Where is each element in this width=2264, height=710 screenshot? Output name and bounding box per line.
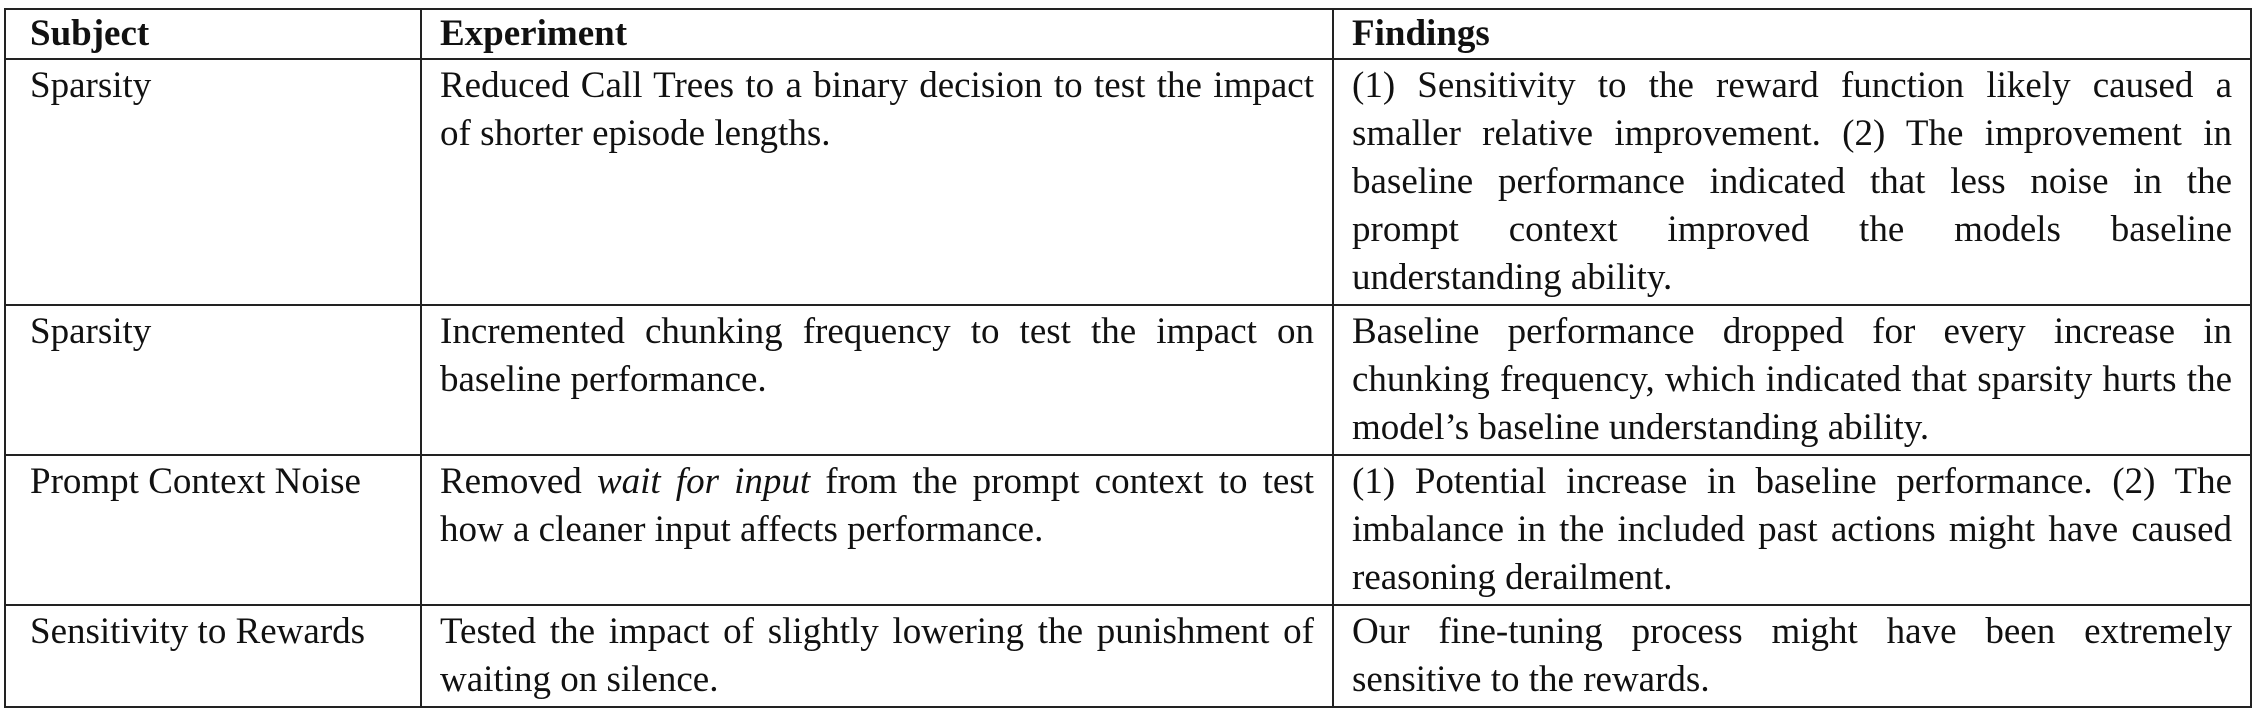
cell-findings: Baseline performance dropped for every increase in chunking frequency, which indicated that sparsity hurts the model’s baseline understanding ability. [1333, 305, 2251, 455]
header-row [5, 9, 2251, 59]
cell-subject: Sensitivity to Rewards [5, 605, 421, 707]
header-subject: Subject [5, 9, 421, 59]
cell-experiment: Incremented chunking frequency to test the impact on baseline performance. [421, 305, 1333, 455]
experiments-table-container [4, 8, 2250, 708]
cell-subject: Sparsity [5, 59, 421, 305]
cell-findings: (1) Potential increase in baseline performance. (2) The imbalance in the included past actions might have caused reasoning derailment. [1333, 455, 2251, 605]
experiment-text-emphasis: wait for input [596, 461, 811, 502]
table-row [5, 59, 2251, 305]
cell-subject: Sparsity [5, 305, 421, 455]
table-header [5, 9, 2251, 59]
experiment-text-post: from the prompt context to test how a cleaner input affects performance. [440, 461, 1314, 550]
experiments-table [4, 8, 2252, 708]
header-experiment: Experiment [421, 9, 1333, 59]
cell-findings: (1) Sensitivity to the reward function likely caused a smaller relative improvement. (2) The improvement in baseline performance indicated that less noise in the prompt context improved the models baseline understanding ability. [1333, 59, 2251, 305]
table-row [5, 605, 2251, 707]
cell-subject: Prompt Context Noise [5, 455, 421, 605]
cell-experiment [421, 455, 1333, 605]
cell-experiment: Tested the impact of slightly lowering the punishment of waiting on silence. [421, 605, 1333, 707]
cell-findings: Our fine-tuning process might have been extremely sensitive to the rewards. [1333, 605, 2251, 707]
table-row [5, 305, 2251, 455]
table-row [5, 455, 2251, 605]
cell-experiment: Reduced Call Trees to a binary decision to test the impact of shorter episode lengths. [421, 59, 1333, 305]
header-findings: Findings [1333, 9, 2251, 59]
table-body [5, 59, 2251, 707]
experiment-text-pre: Removed [440, 461, 597, 502]
